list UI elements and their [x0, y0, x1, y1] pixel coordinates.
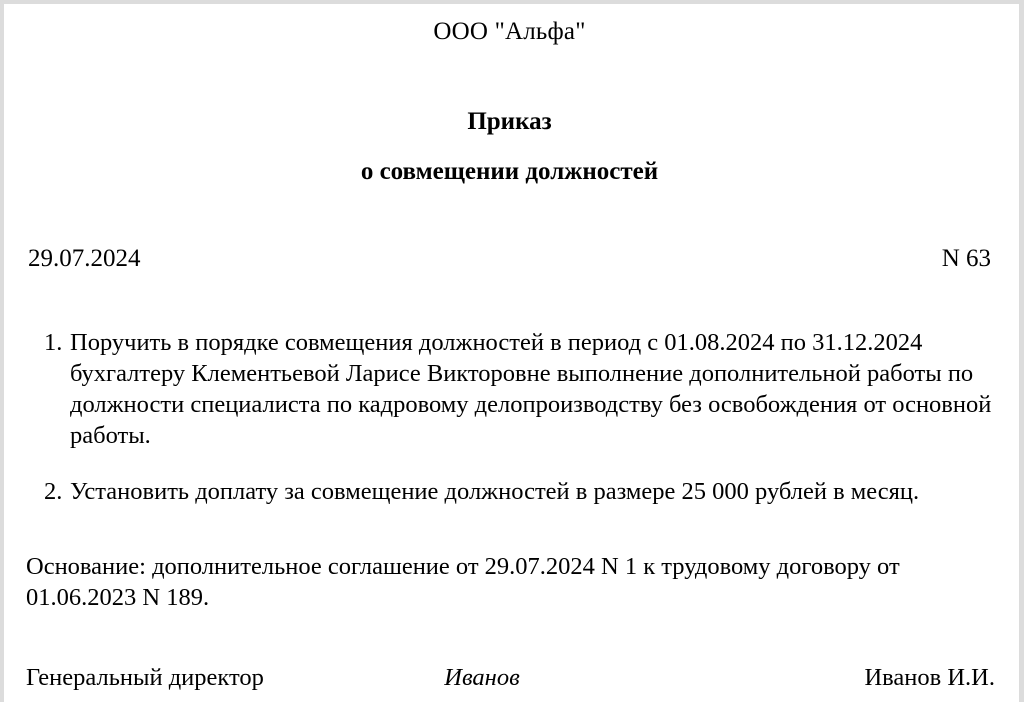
clause-item — [22, 476, 997, 507]
document-date: 29.07.2024 — [28, 245, 141, 272]
clause-item — [22, 327, 997, 451]
signature-mark: Иванов — [444, 664, 520, 691]
clause-marker: 2. — [44, 478, 63, 505]
document-number: N 63 — [941, 245, 991, 272]
basis-paragraph: Основание: дополнительное соглашение от 29.07.2024 N 1 к трудовому договору от 01.06.2023 N 189. — [26, 553, 900, 611]
clause-marker: 1. — [44, 329, 63, 356]
clause-text: Установить доплату за совмещение должностей в размере 25 000 рублей в месяц. — [70, 478, 920, 505]
signatory-position: Генеральный директор — [26, 664, 264, 691]
signatory-name: Иванов И.И. — [864, 664, 995, 691]
clause-list — [22, 327, 997, 507]
organization-name: ООО "Альфа" — [433, 18, 586, 45]
clause-text: Поручить в порядке совмещения должностей в период с 01.08.2024 по 31.12.2024 бухгалтеру Клементьевой Ларисе Викторовне выполнение дополнительной работы по должности специалиста по кадровому делопроизводству без освобождения от основной работы. — [70, 329, 992, 449]
signature-row — [22, 613, 997, 694]
document-meta-row — [22, 187, 997, 274]
document-sheet — [4, 4, 1019, 702]
document-title: Приказ — [467, 108, 552, 135]
document-subtitle: о совмещении должностей — [360, 158, 659, 185]
